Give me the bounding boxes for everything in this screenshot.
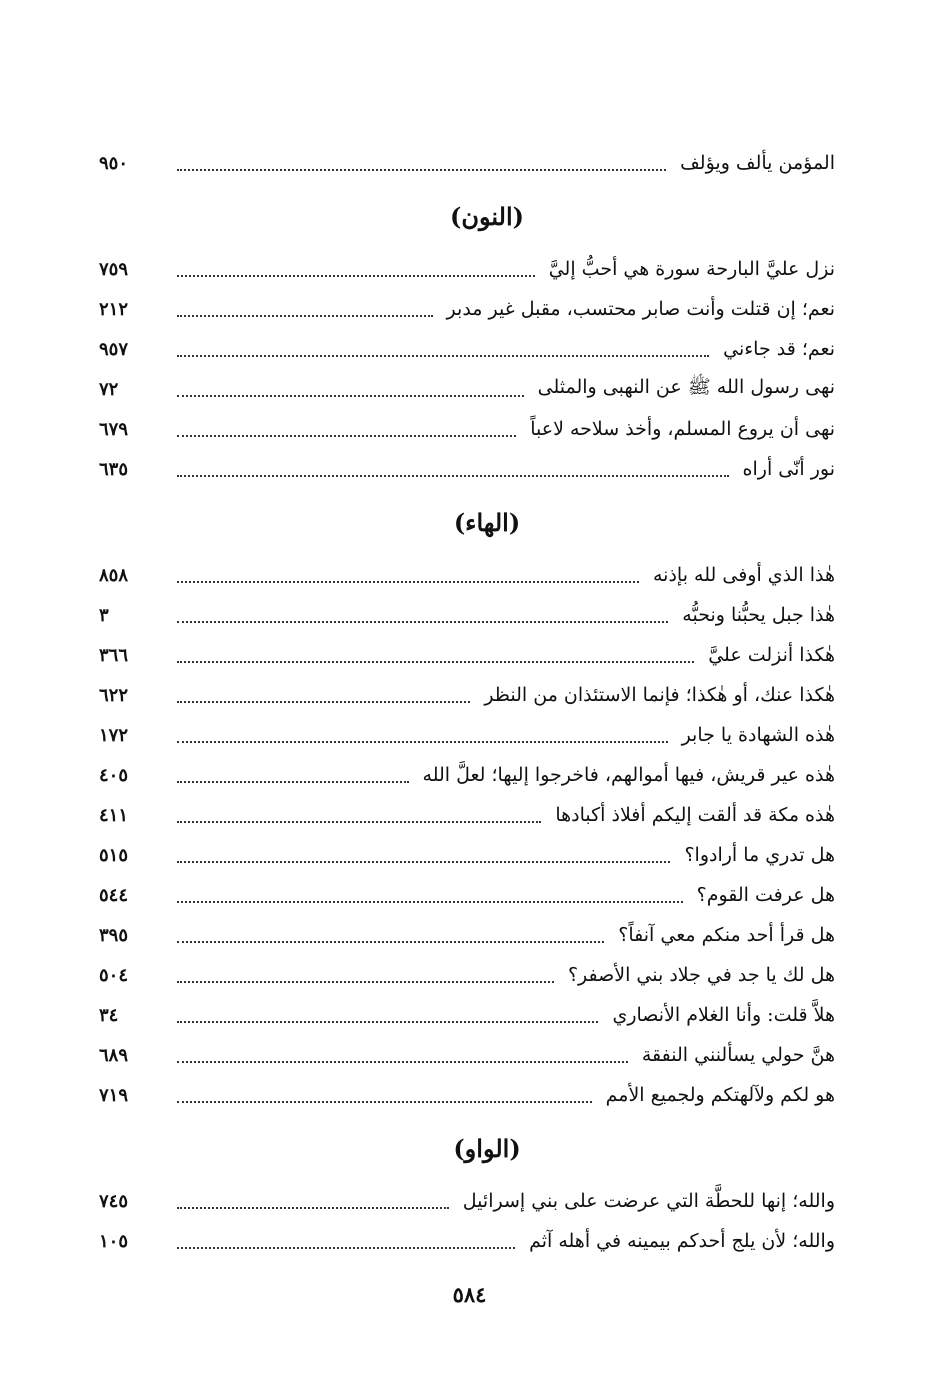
entry-text: هنَّ حولي يسألنني النفقة [641,1044,835,1066]
index-entry [99,1035,835,1075]
entry-text: والله؛ إنها للحطَّة التي عرضت على بني إسرائيل [462,1190,835,1212]
index-entry [99,635,835,675]
index-entry [99,915,835,955]
index-entry [99,995,835,1035]
entry-page-number: ٨٥٨ [99,564,129,586]
dot-leader [177,900,683,903]
entry-page-number: ٤١١ [99,804,129,826]
dot-leader [177,1246,515,1249]
index-entry [99,1181,835,1221]
entry-text: المؤمن يألف ويؤلف [680,152,835,174]
dot-leader [177,580,639,583]
index-entry [99,595,835,635]
dot-leader [177,620,668,623]
index-entry [99,449,835,489]
entry-page-number: ٦٨٩ [99,1044,129,1066]
dot-leader [177,1206,449,1209]
entry-page-number: ٧١٩ [99,1084,129,1106]
entry-page-number: ٤٠٥ [99,764,129,786]
entry-text: هٰذه الشهادة يا جابر [681,724,835,746]
entry-page-number: ٥١٥ [99,844,129,866]
section-heading: (النون) [450,201,524,231]
entry-page-number: ١٧٢ [99,724,129,746]
entry-page-number: ٩٥٠ [99,152,129,174]
dot-leader [177,980,554,983]
index-entry [99,795,835,835]
index-entry [99,329,835,369]
dot-leader [177,780,409,783]
section-heading: (الواو) [453,1133,521,1163]
entry-page-number: ٣٩٥ [99,924,129,946]
entry-page-number: ٥٤٤ [99,884,129,906]
entry-text: والله؛ لأن يلج أحدكم بيمينه في أهله آثم [529,1230,835,1252]
index-entry [99,1221,835,1261]
entry-text: نور أنّى أراه [742,458,835,480]
entry-text: نعم؛ إن قتلت وأنت صابر محتسب، مقبل غير مدبر [446,298,835,320]
index-entry [99,875,835,915]
dot-leader [177,860,670,863]
dot-leader [177,168,666,171]
entry-text: نهى أن يروع المسلم، وأخذ سلاحه لاعباً [530,418,835,440]
index-entry [99,249,835,289]
entry-page-number: ٧٢ [99,378,119,400]
entry-text: هل عرفت القوم؟ [696,884,835,906]
entry-text: نعم؛ قد جاءني [723,338,835,360]
entry-text: نهى رسول الله ﷺ عن النهبى والمثلى [537,376,835,398]
index-entry [99,143,835,183]
entry-page-number: ٥٠٤ [99,964,129,986]
entry-text: هل قرأ أحد منكم معي آنفاً؟ [618,924,835,946]
entry-text: هٰذه مكة قد ألقت إليكم أفلاذ أكبادها [555,804,835,826]
entry-text: هل تدري ما أرادوا؟ [684,844,835,866]
entry-page-number: ١٠٥ [99,1230,129,1252]
index-entry [99,555,835,595]
entry-text: هٰكذا عنك، أو هٰكذا؛ فإنما الاستئذان من النظر [484,684,835,706]
entry-text: هلاَّ قلت: وأنا الغلام الأنصاري [612,1004,835,1026]
entry-text: هٰذا جبل يحبُّنا ونحبُّه [682,604,835,626]
index-entry [99,835,835,875]
index-entry [99,715,835,755]
index-entry [99,955,835,995]
hadith-index-list [99,143,835,1261]
dot-leader [177,434,516,437]
entry-text: نزل عليَّ البارحة سورة هي أحبُّ إليَّ [548,258,835,280]
dot-leader [177,274,535,277]
page-number: ٥٨٤ [452,1282,487,1307]
entry-page-number: ٧٤٥ [99,1190,129,1212]
entry-page-number: ٦٢٢ [99,684,129,706]
entry-text: هو لكم ولآلهتكم ولجميع الأمم [605,1084,835,1106]
dot-leader [177,394,524,397]
entry-page-number: ٦٣٥ [99,458,129,480]
entry-page-number: ٣٤ [99,1004,119,1026]
section-heading: (الهاء) [453,507,521,537]
index-entry [99,369,835,409]
entry-page-number: ٦٧٩ [99,418,129,440]
dot-leader [177,700,470,703]
dot-leader [177,740,668,743]
entry-page-number: ٣ [99,604,109,626]
dot-leader [177,1100,592,1103]
index-entry [99,289,835,329]
entry-text: هٰكذا أنزلت عليَّ [708,644,835,666]
dot-leader [177,474,729,477]
index-entry [99,675,835,715]
dot-leader [177,940,604,943]
entry-text: هٰذا الذي أوفى لله بإذنه [653,564,835,586]
index-entry [99,755,835,795]
entry-text: هل لك يا جد في جلاد بني الأصفر؟ [567,964,835,986]
dot-leader [177,660,694,663]
entry-page-number: ٢١٢ [99,298,129,320]
dot-leader [177,1060,628,1063]
dot-leader [177,820,541,823]
dot-leader [177,314,433,317]
entry-page-number: ٧٥٩ [99,258,129,280]
index-entry [99,409,835,449]
entry-page-number: ٩٥٧ [99,338,129,360]
index-entry [99,1075,835,1115]
dot-leader [177,354,709,357]
entry-page-number: ٣٦٦ [99,644,129,666]
entry-text: هٰذه عير قريش، فيها أموالهم، فاخرجوا إليها؛ لعلَّ الله [422,764,835,786]
dot-leader [177,1020,598,1023]
